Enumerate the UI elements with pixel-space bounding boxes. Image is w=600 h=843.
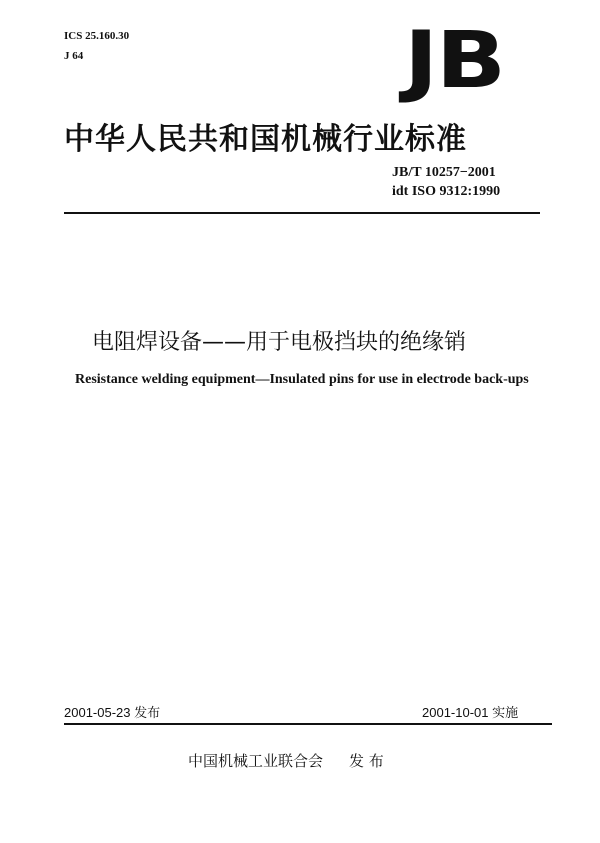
- classification-code: J 64: [64, 50, 84, 62]
- header-divider: [64, 212, 540, 214]
- publisher-line: [188, 750, 384, 771]
- implementation-date: 2001-10-01 实施: [422, 705, 519, 720]
- jb-logo: JB: [404, 16, 504, 106]
- standard-number: JB/T 10257−2001: [392, 165, 496, 180]
- organization-title: 中华人民共和国机械行业标准: [64, 122, 467, 157]
- ics-code: ICS 25.160.30: [64, 30, 130, 42]
- document-title-english: Resistance welding equipment—Insulated pins for use in electrode back-ups: [75, 372, 529, 387]
- footer-divider: [64, 723, 552, 725]
- standard-equivalence: idt ISO 9312:1990: [392, 184, 501, 199]
- publisher-name: 中国机械工业联合会: [188, 752, 324, 770]
- publisher-action: 发 布: [349, 752, 384, 770]
- issue-date: 2001-05-23 发布: [64, 705, 161, 720]
- document-title-chinese: 电阻焊设备——用于电极挡块的绝缘销: [92, 330, 467, 355]
